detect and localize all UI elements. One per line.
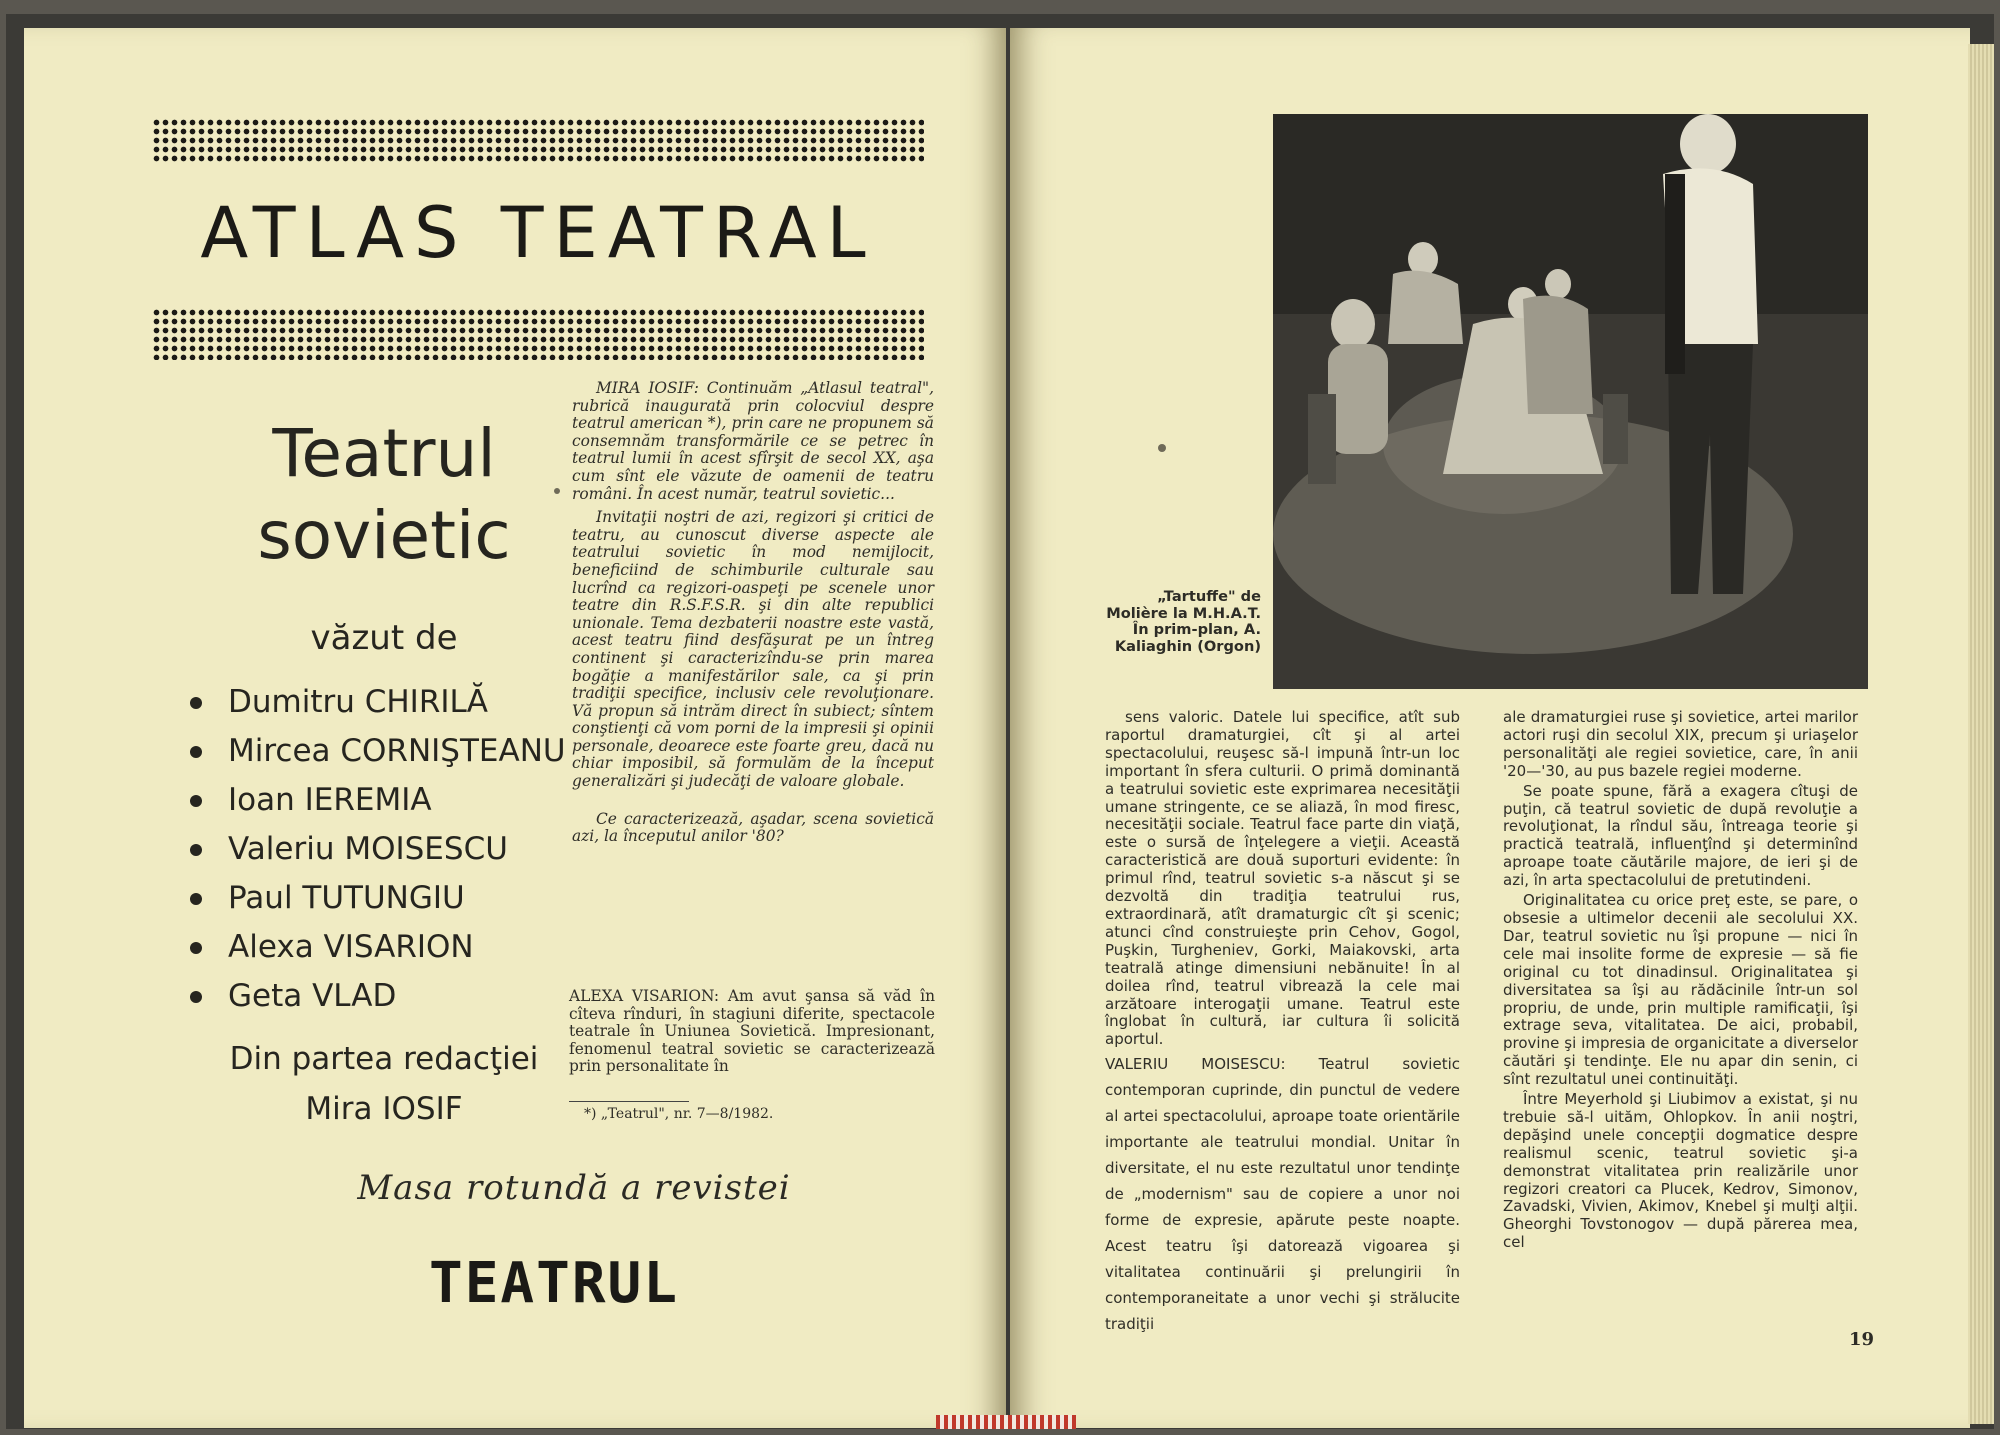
- participant-item: Dumitru CHIRILĂ: [184, 678, 566, 727]
- page-number: 19: [1849, 1329, 1875, 1350]
- question-paragraph: Ce caracterizează, aşadar, scena sovietică azi, la începutul anilor '80?: [572, 809, 934, 846]
- intro-column: [572, 380, 934, 852]
- section-title: [164, 413, 604, 577]
- footnote-rule: [569, 1101, 689, 1102]
- editorial-line1: Din partea redacţiei: [229, 1041, 539, 1077]
- text-column-right: [1503, 709, 1858, 1254]
- section-title-line1: Teatrul: [272, 415, 496, 492]
- editorial-credit: [164, 1034, 604, 1134]
- body-paragraph: sens valoric. Datele lui specifice, atît sub raportul dramaturgiei, cît şi al artei spectacolului, reuşesc să-l impună într-un loc important în sfera culturii. O primă dominantă a teatrului sovietic este exprimarea necesităţii umane stringente, ce se aliază, în mod firesc, necesităţii sociale. Teatrul face parte din viaţă, este o sursă de înţelegere a vieţii. Această caracteristică are două suporturi evidente: în primul rînd, teatrul sovietic s-a născut şi se dezvoltă din tradiţia teatrului rus, extraordinară, atît dramaturgic cît şi scenic; atunci cînd construieşte prin Cehov, Gogol, Puşkin, Turgheniev, Gorki, Maiakovski, arta teatrală atinge dimensiuni nebănuite! În al doilea rînd, teatrul vibrează la cele mai arzătoare interogaţii umane. Teatrul este înglobat în cultură, iar cultura îi solicită aportul.: [1105, 708, 1460, 1049]
- body-paragraph: Originalitatea cu orice preţ este, se pare, o obsesie a ultimelor decenii ale secolului XX. Dar, teatrul sovietic nu îşi propune — nici în cele mai insolite forme de expresie — să fie original cu tot dinadinsul. Originalitatea şi diversitatea sa îşi au rădăcinile într-un sol propriu, de unde, prin multiple ramificaţii, îşi extrage seva, vitalitatea. De aici, probabil, provine şi impresia de organicitate a diverselor căutări şi tendinţe. Ele nu apar din senin, ci sînt rezultatul unei continuităţi.: [1503, 891, 1858, 1089]
- left-page: [24, 28, 1006, 1428]
- dotted-banner-bottom: [152, 308, 924, 360]
- magazine-spread: [6, 14, 1994, 1429]
- intro-paragraph: MIRA IOSIF: Continuăm „Atlasul teatral", rubrică inaugurată prin colocviul despre teatrul american *), prin care ne propunem să consemnăm transformările ce se petrec în teatrul lumii în acest sfîrşit de secol XX, aşa cum sînt ele văzute de oamenii de teatru români. În acest număr, teatrul sovietic...: [572, 379, 934, 503]
- participant-item: Geta VLAD: [184, 972, 566, 1021]
- participant-item: Valeriu MOISESCU: [184, 825, 566, 874]
- visarion-paragraph: ALEXA VISARION: Am avut şansa să văd în cîteva rînduri, în stagiuni diferite, spectacole teatrale în Uniunea Sovietică. Impresionant, fenomenul teatral sovietic se caracterizează prin personalitate în: [569, 987, 935, 1076]
- atlas-teatral-title: ATLAS TEATRAL: [200, 192, 876, 274]
- seen-by-label: văzut de: [310, 618, 458, 658]
- text-column-left: [1105, 709, 1460, 1339]
- dotted-banner-top: [152, 118, 924, 162]
- footnote: *) „Teatrul", nr. 7—8/1982.: [584, 1106, 774, 1122]
- binding-tape: [936, 1415, 1076, 1429]
- paper-speck: [1158, 444, 1166, 452]
- stage-photo-illustration: [1273, 114, 1868, 689]
- roundtable-heading: Masa rotundă a revistei: [357, 1168, 791, 1208]
- body-paragraph: Între Meyerhold şi Liubimov a existat, şi nu trebuie să-l uităm, Ohlopkov. În anii noştri, depăşind unele concepţii dogmatice despre realismul scenic, teatrul sovietic şi-a demonstrat vitalitatea prin realizările unor regizori creatori ca Plucek, Kedrov, Simonov, Zavadski, Vivien, Akimov, Knebel şi mulţi alţii. Gheorghi Tovstonogov — după părerea mea, cel: [1503, 1090, 1858, 1252]
- intro-paragraph: Invitaţii noştri de azi, regizori şi critici de teatru, au cunoscut diverse aspecte ale teatrului sovietic în mod nemijlocit, beneficiind de schimburile culturale sau lucrînd ca regizori-oaspeţi pe scenele unor teatre din R.S.F.S.R. şi din alte republici unionale. Tema dezbaterii noastre este vastă, acest teatru fiind desfăşurat pe un întreg continent şi caracterizîndu-se prin marea bogăţie a manifestărilor sale, ca şi prin tradiţii specifice, inclusiv cele revoluţionare. Vă propun să intrăm direct în subiect; sîntem conştienţi că vom porni de la impresii şi opinii personale, deoarece este foarte greu, dacă nu chiar imposibil, să formulăm de la început generalizări şi judecăţi de valoare globale.: [572, 508, 934, 791]
- editorial-line2: Mira IOSIF: [305, 1091, 463, 1127]
- paper-speck: [554, 488, 560, 494]
- stage-photo: [1273, 114, 1868, 689]
- page-edge: [1968, 44, 1994, 1424]
- body-paragraph: ale dramaturgiei ruse şi sovietice, artei marilor actori ruşi din secolul XIX, precum şi uriaşelor personalităţi ale regiei sovietice, care, în anii '20—'30, au pus bazele regiei moderne.: [1503, 708, 1858, 780]
- participant-item: Ioan IEREMIA: [184, 776, 566, 825]
- participants-list: [184, 678, 566, 1021]
- section-title-line2: sovietic: [257, 497, 511, 574]
- participant-item: Alexa VISARION: [184, 923, 566, 972]
- photo-caption: „Tartuffe" de Molière la M.H.A.T. În prim-plan, A. Kaliaghin (Orgon): [1106, 588, 1261, 655]
- body-paragraph: Se poate spune, fără a exagera cîtuşi de puţin, că teatrul sovietic de după revoluţie a revoluţionat, la rîndul său, întreaga teorie şi practică teatrală, influenţînd şi determinînd aproape toate căutările majore, de ieri şi de azi, în arta spectacolului de pretutindeni.: [1503, 781, 1858, 890]
- participant-item: Paul TUTUNGIU: [184, 874, 566, 923]
- body-paragraph: VALERIU MOISESCU: Teatrul sovietic contemporan cuprinde, din punctul de vedere al artei spectacolului, aproape toate orientările importante ale teatrului mondial. Unitar în diversitate, el nu este rezultatul unor tendinţe de „modernism" sau de copiere a unor noi forme de expresie, apărute peste noapte. Acest teatru îşi datorează vigoarea şi vitalitatea continuării şi prelungirii în contemporaneitate a unor vechi şi strălucite tradiţii: [1105, 1055, 1460, 1334]
- teatrul-logo: TEATRUL: [428, 1253, 679, 1315]
- participant-item: Mircea CORNIŞTEANU: [184, 727, 566, 776]
